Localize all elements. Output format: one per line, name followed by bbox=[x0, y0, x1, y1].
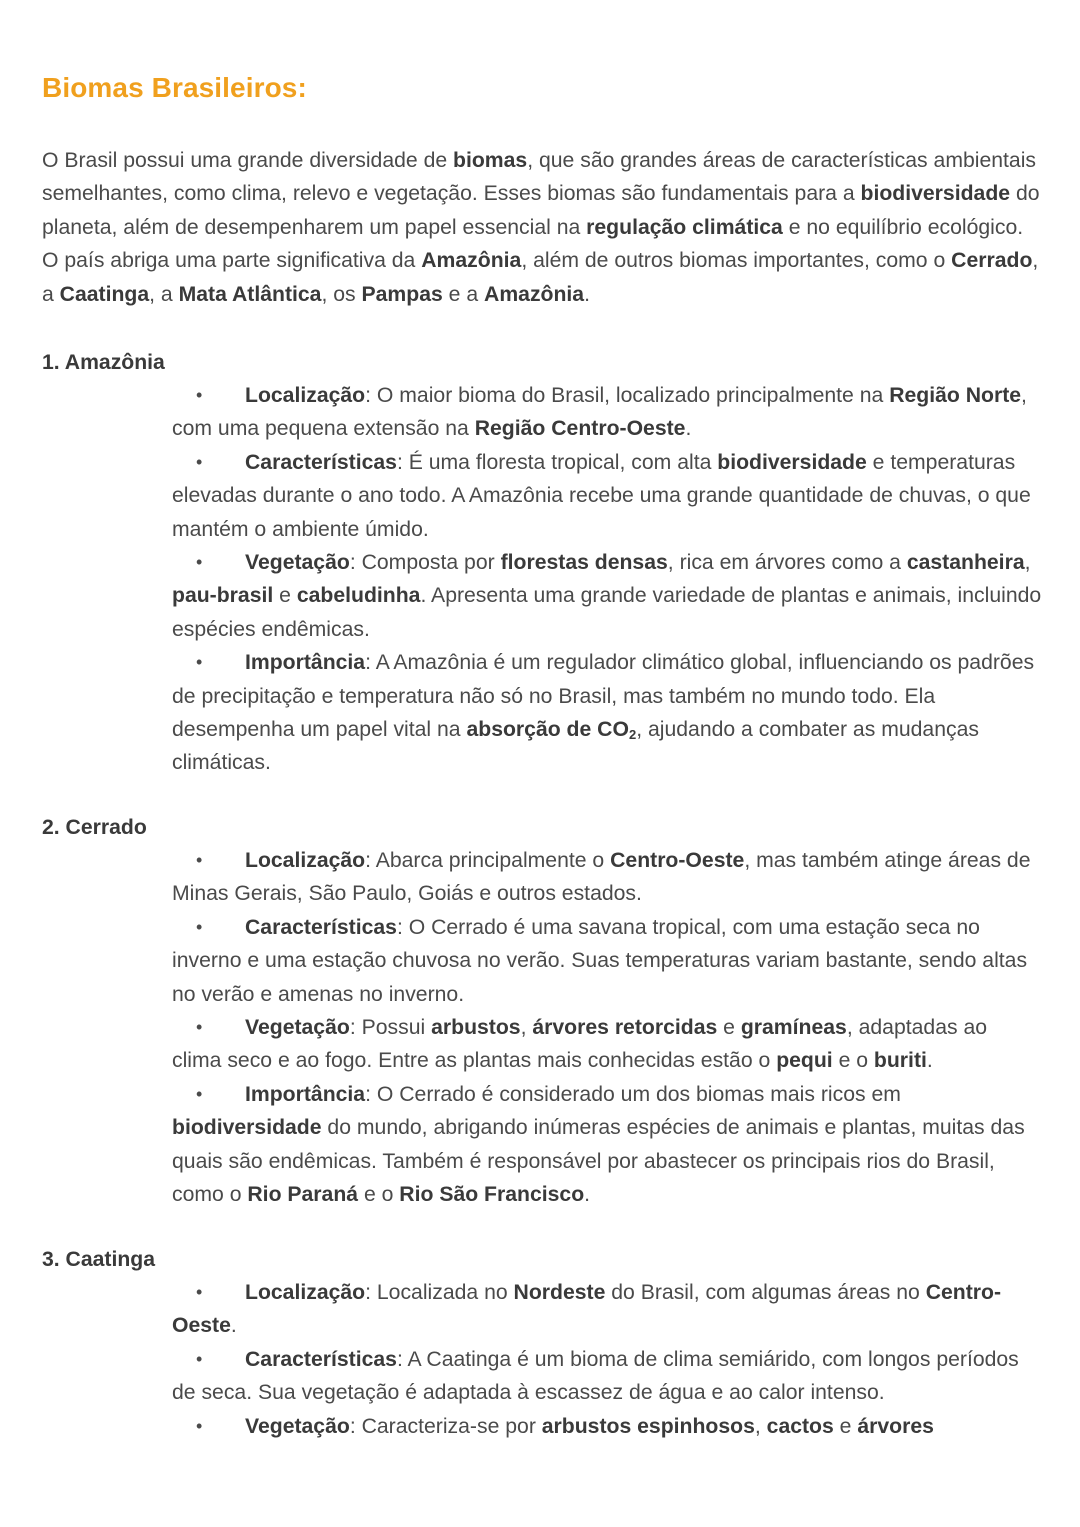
text-run: : Localizada no bbox=[365, 1281, 514, 1304]
bold-term: buriti bbox=[873, 1049, 927, 1073]
bold-term: absorção de $CO_2$ bbox=[466, 718, 637, 743]
bold-term: Mata Atlântica bbox=[178, 282, 322, 306]
text-run: . bbox=[230, 1314, 237, 1338]
bold-term: Amazônia bbox=[484, 282, 585, 306]
bullet-icon: • bbox=[196, 1017, 203, 1038]
text-run: e temperaturas elevadas durante o ano todo. A Amazônia recebe uma grande quantidade de chuvas, o que mantém o ambiente úmido. bbox=[172, 450, 1031, 541]
bold-term: Importância bbox=[245, 651, 366, 675]
text-run: : É uma floresta tropical, com alta bbox=[396, 450, 718, 474]
list-item bbox=[172, 1343, 1042, 1410]
text-run: O Brasil possui uma grande diversidade de bbox=[42, 149, 454, 172]
text-run: , adaptadas ao clima seco e ao fogo. Entre as plantas mais conhecidas estão o bbox=[172, 1016, 988, 1073]
text-run: , a bbox=[42, 249, 1039, 306]
text-run: e o bbox=[832, 1049, 874, 1073]
bold-term: florestas densas bbox=[500, 551, 668, 575]
text-run: , bbox=[520, 1016, 533, 1040]
bullet-icon: • bbox=[196, 1415, 203, 1436]
bold-term: Região Norte bbox=[889, 384, 1022, 407]
bold-term: Cerrado bbox=[951, 249, 1033, 273]
text-run: , bbox=[1024, 551, 1031, 575]
bullet-list bbox=[172, 379, 1042, 780]
bold-term: castanheira bbox=[906, 551, 1025, 575]
bullet-icon: • bbox=[196, 916, 203, 937]
bold-term: Características bbox=[245, 915, 397, 939]
list-item bbox=[172, 1011, 1042, 1078]
bold-term: pequi bbox=[776, 1049, 833, 1073]
text-run: : Composta por bbox=[349, 551, 501, 575]
bold-term: árvores bbox=[857, 1414, 934, 1438]
bold-term: Localização bbox=[245, 384, 366, 407]
bullet-icon: • bbox=[196, 850, 203, 870]
text-run: e o bbox=[358, 1183, 400, 1207]
text-run: , os bbox=[321, 282, 362, 306]
bold-term: Importância bbox=[245, 1082, 366, 1106]
text-run: , que são grandes áreas de características ambientais semelhantes, como clima, relevo e vegetação. Esses biomas são fundamentais para a bbox=[42, 149, 1036, 206]
list-item bbox=[172, 379, 1042, 446]
bold-term: arbustos espinhosos bbox=[541, 1414, 755, 1438]
bullet-icon: • bbox=[196, 1083, 203, 1104]
text-run: : A Caatinga é um bioma de clima semiárido, com longos períodos de seca. Sua vegetação é adaptada à escassez de água e ao calor intenso. bbox=[172, 1347, 1019, 1405]
bold-term: biodiversidade bbox=[860, 182, 1011, 206]
text-run: , bbox=[754, 1414, 767, 1438]
text-run: : A Amazônia é um regulador climático global, influenciando os padrões de precipitação e temperatura não só no Brasil, mas também no mundo todo. Ela desempenha um papel vital na bbox=[172, 651, 1035, 742]
bold-term: pau-brasil bbox=[172, 584, 274, 608]
bold-term: Centro-Oeste bbox=[610, 849, 745, 872]
bold-term: Vegetação bbox=[245, 1016, 350, 1040]
bold-term: Características bbox=[245, 450, 397, 474]
text-run: do planeta, além de desempenharem um papel essencial na bbox=[42, 182, 1040, 239]
bold-term: Vegetação bbox=[245, 1414, 350, 1438]
list-item bbox=[172, 446, 1042, 546]
list-item bbox=[172, 1410, 1042, 1443]
bold-term: Localização bbox=[245, 1281, 366, 1304]
text-run: : O Cerrado é considerado um dos biomas mais ricos em bbox=[365, 1082, 901, 1106]
section-heading: 2. Cerrado bbox=[42, 816, 147, 839]
section-heading: 3. Caatinga bbox=[42, 1248, 156, 1271]
text-run: , com uma pequena extensão na bbox=[172, 384, 1027, 441]
list-item bbox=[172, 1276, 1042, 1343]
text-run: e a bbox=[442, 282, 485, 306]
bullet-list bbox=[172, 844, 1042, 1211]
bold-term: Rio Paraná bbox=[247, 1183, 359, 1207]
bullet-icon: • bbox=[196, 1282, 203, 1302]
intro-paragraph bbox=[42, 144, 1042, 311]
text-run: , rica em árvores como a bbox=[667, 551, 907, 575]
bold-term: Vegetação bbox=[245, 551, 350, 575]
subscript: 2 bbox=[628, 727, 637, 743]
text-run: , ajudando a combater as mudanças climáticas. bbox=[172, 718, 979, 775]
text-run: . bbox=[584, 282, 590, 306]
text-run: . bbox=[685, 417, 692, 441]
bullet-icon: • bbox=[196, 652, 203, 673]
bold-term: Caatinga bbox=[59, 282, 150, 306]
list-item bbox=[172, 911, 1042, 1011]
list-item bbox=[172, 546, 1042, 646]
bullet-icon: • bbox=[196, 451, 203, 472]
text-run: : Abarca principalmente o bbox=[365, 849, 611, 872]
bold-term: biodiversidade bbox=[717, 450, 867, 474]
text-run: . bbox=[584, 1183, 591, 1207]
bullet-icon: • bbox=[196, 552, 203, 573]
text-run: : Possui bbox=[349, 1016, 432, 1040]
text-run: e bbox=[833, 1414, 858, 1438]
section-heading: 1. Amazônia bbox=[42, 351, 165, 374]
text-run: do Brasil, com algumas áreas no bbox=[605, 1281, 926, 1304]
text-run: , além de outros biomas importantes, como o bbox=[521, 249, 952, 273]
text-run: , a bbox=[149, 282, 179, 306]
bold-term: cactos bbox=[766, 1414, 834, 1438]
bullet-icon: • bbox=[196, 385, 203, 405]
text-run: . Apresenta uma grande variedade de plantas e animais, incluindo espécies endêmicas. bbox=[172, 584, 1042, 641]
list-item bbox=[172, 646, 1042, 780]
text-run: : O maior bioma do Brasil, localizado principalmente na bbox=[365, 384, 890, 407]
bold-term: Região Centro-Oeste bbox=[474, 417, 686, 441]
bold-term: Pampas bbox=[361, 282, 443, 306]
bullet-icon: • bbox=[196, 1348, 203, 1369]
text-run: e no equilíbrio ecológico. O país abriga uma parte significativa da bbox=[42, 215, 1024, 273]
bold-term: Características bbox=[245, 1347, 397, 1371]
bold-term: Nordeste bbox=[513, 1281, 606, 1304]
text-run: do mundo, abrigando inúmeras espécies de animais e plantas, muitas das quais são endêmicas. Também é responsável por abastecer os principais rios do Brasil, como o bbox=[172, 1116, 1025, 1207]
list-item bbox=[172, 1078, 1042, 1212]
text-run: e bbox=[717, 1016, 741, 1040]
bold-term: regulação climática bbox=[586, 215, 783, 239]
bold-term: Amazônia bbox=[421, 249, 522, 273]
bold-term: biodiversidade bbox=[172, 1116, 322, 1140]
text-run: : Caracteriza-se por bbox=[349, 1414, 542, 1438]
bold-term: árvores retorcidas bbox=[532, 1016, 718, 1040]
bold-term: Rio São Francisco bbox=[399, 1183, 585, 1207]
bold-term: Centro-Oeste bbox=[172, 1281, 1002, 1338]
text-run: , mas também atinge áreas de Minas Gerais, São Paulo, Goiás e outros estados. bbox=[172, 849, 1031, 906]
bold-term: gramíneas bbox=[740, 1016, 847, 1040]
bold-term: arbustos bbox=[431, 1016, 521, 1040]
document-title: Biomas Brasileiros: bbox=[42, 72, 307, 103]
bold-term: cabeludinha bbox=[296, 584, 421, 608]
bold-term: Localização bbox=[245, 849, 366, 872]
bullet-list bbox=[172, 1276, 1042, 1443]
text-run: e bbox=[273, 584, 297, 608]
bold-term: biomas bbox=[453, 149, 528, 172]
text-run: : O Cerrado é uma savana tropical, com uma estação seca no inverno e uma estação chuvosa no verão. Suas temperaturas variam bastante, sendo altas no verão e amenas no inverno. bbox=[172, 915, 1028, 1006]
list-item bbox=[172, 844, 1042, 911]
text-run: . bbox=[926, 1049, 933, 1073]
